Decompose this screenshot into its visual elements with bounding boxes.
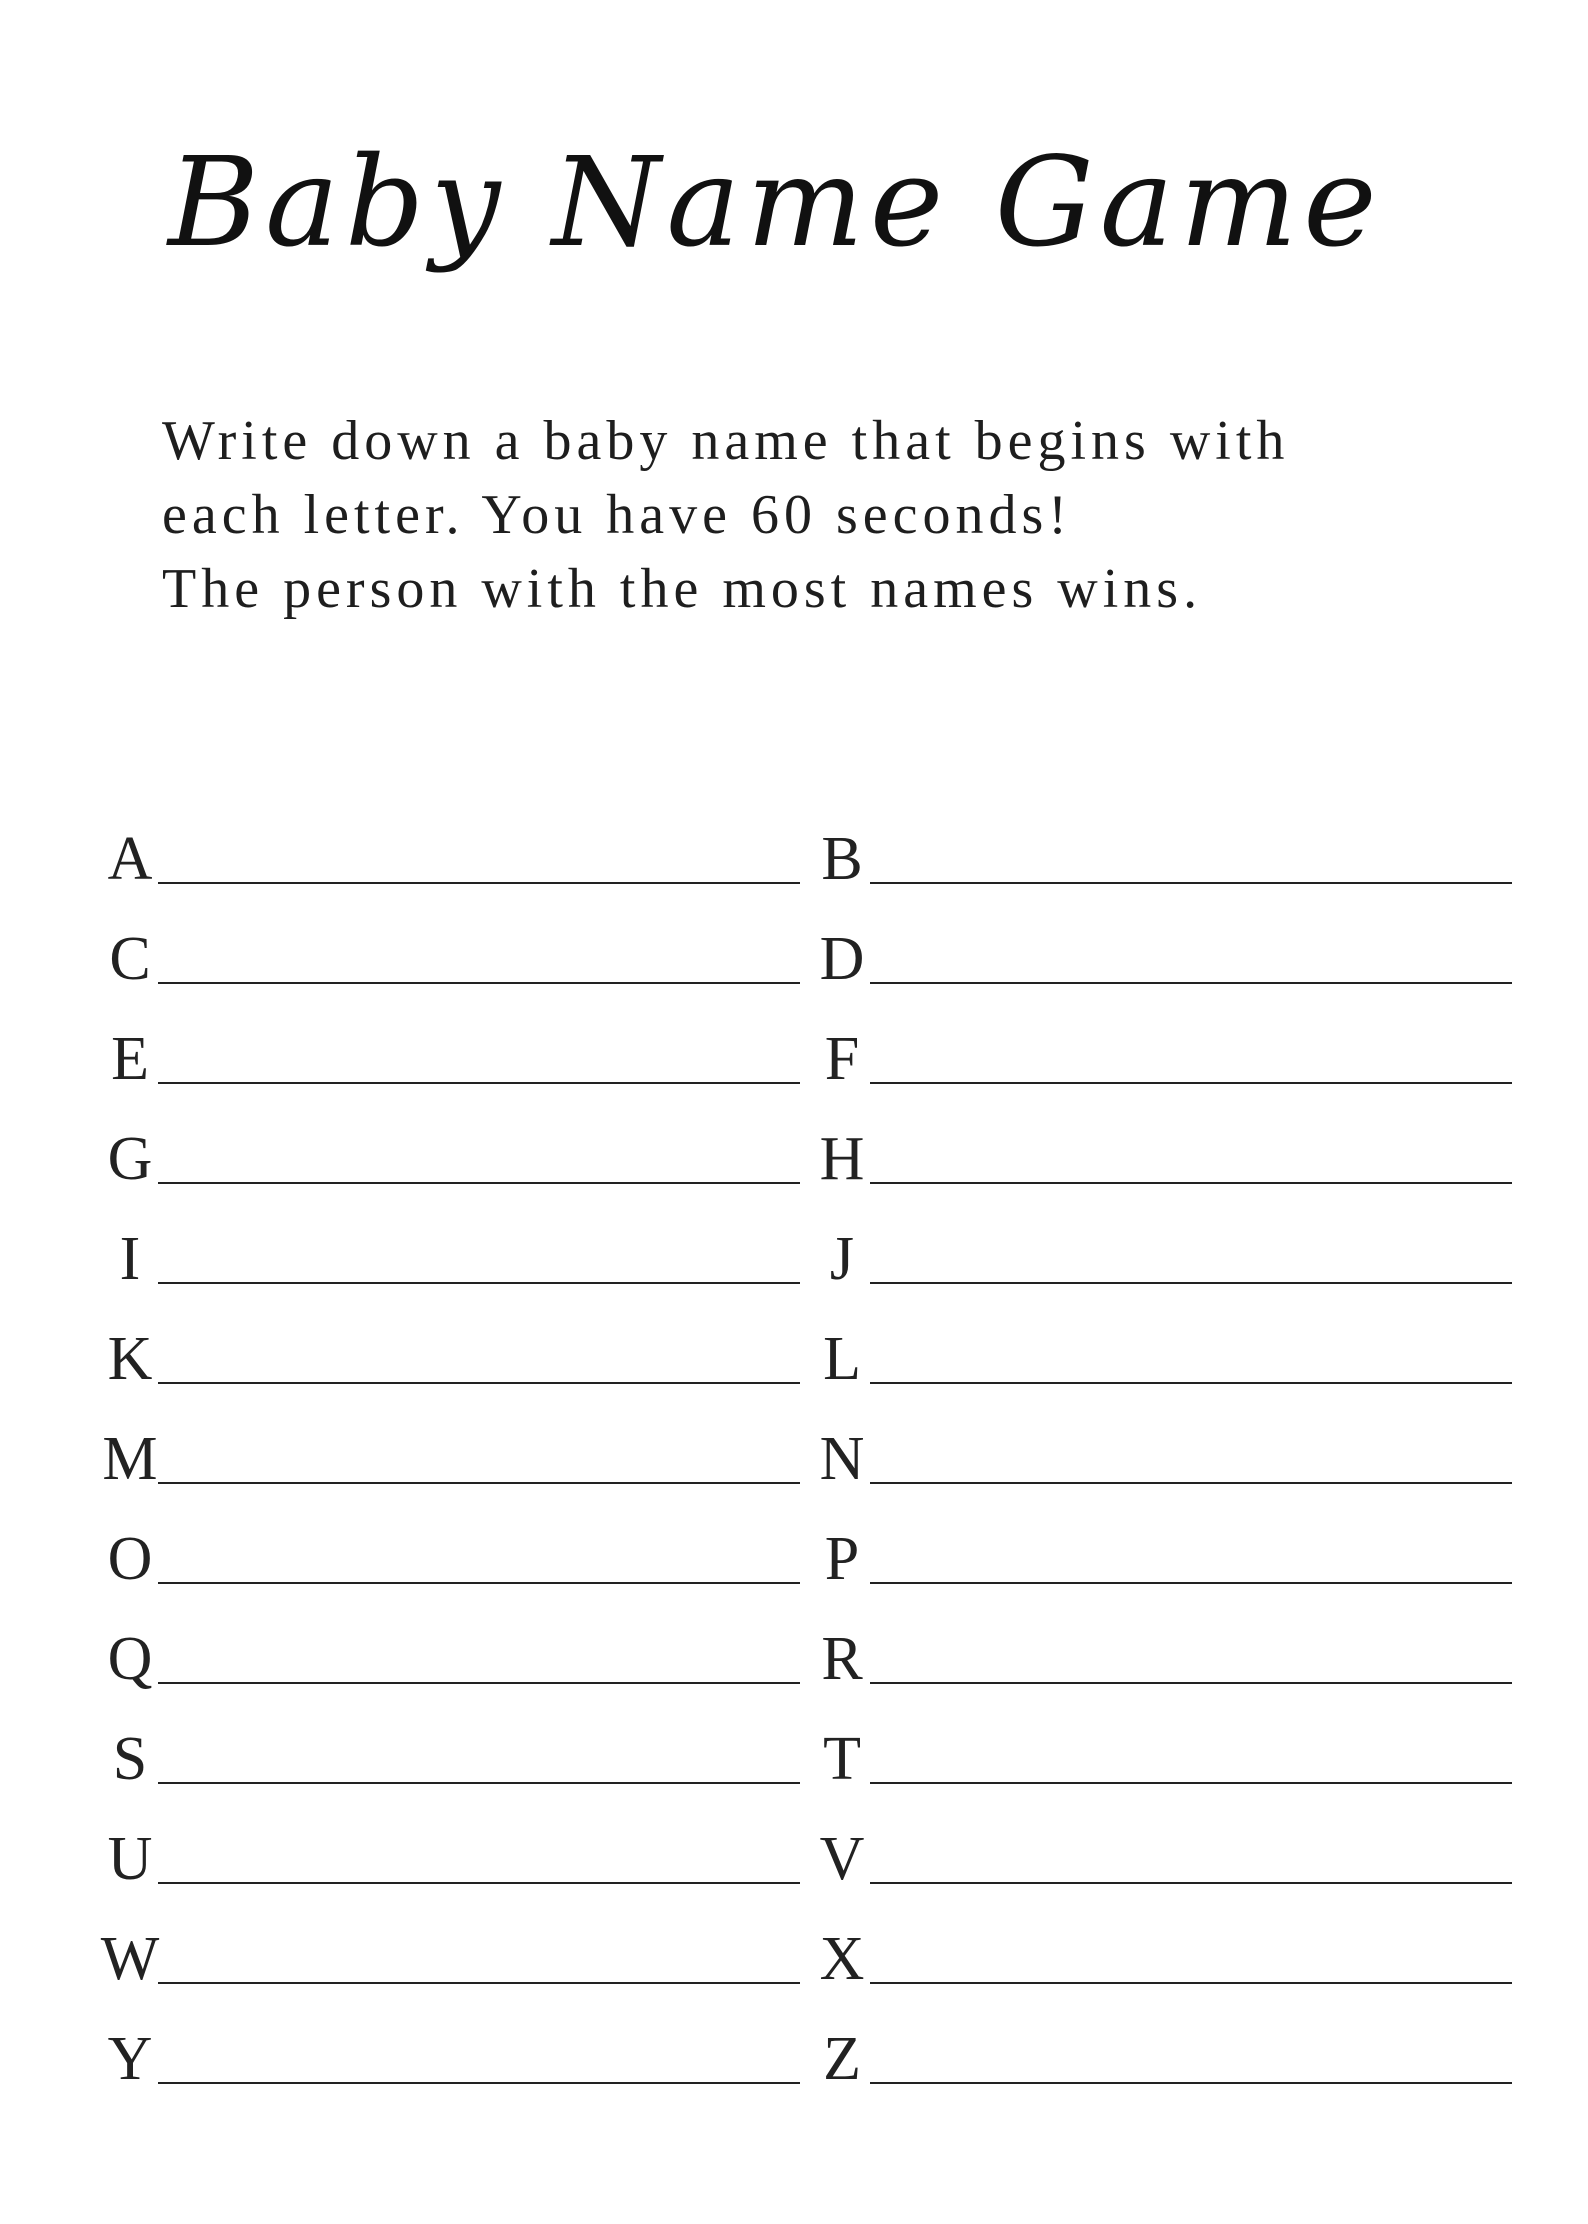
answer-line[interactable] [870,1982,1512,1984]
letter-label: S [112,1725,148,1793]
letter-label: U [107,1825,153,1893]
letter-label: E [111,1025,149,1093]
letter-row [100,1408,1520,1508]
answer-line[interactable] [158,882,800,884]
instructions-line: The person with the most names wins. [162,558,1203,620]
letter-label: Z [823,2025,861,2093]
letter-row [100,1908,1520,2008]
letter-entry[interactable] [100,2008,800,2108]
letter-entry[interactable] [812,908,1512,1008]
answer-line[interactable] [870,1782,1512,1784]
answer-line[interactable] [158,1382,800,1384]
letter-row [100,1508,1520,1608]
letter-entry[interactable] [812,1008,1512,1108]
letter-entry[interactable] [812,1508,1512,1608]
letter-label: A [107,825,153,893]
letter-entry[interactable] [812,1308,1512,1408]
letter-entry[interactable] [100,908,800,1008]
letter-label: L [823,1325,861,1393]
letter-entry[interactable] [100,1108,800,1208]
letter-entry[interactable] [100,1008,800,1108]
instructions-line: each letter. You have 60 seconds! [162,484,1072,546]
letter-entry[interactable] [812,1608,1512,1708]
letter-entry[interactable] [100,1808,800,1908]
answer-line[interactable] [158,1682,800,1684]
letter-label: W [100,1925,160,1993]
letter-entry[interactable] [812,1908,1512,2008]
letter-entry[interactable] [812,1408,1512,1508]
letter-label: G [107,1125,153,1193]
letter-label: C [109,925,151,993]
letter-row [100,1308,1520,1408]
letter-entry[interactable] [100,1208,800,1308]
answer-line[interactable] [158,982,800,984]
answer-line[interactable] [870,1182,1512,1184]
letter-entry[interactable] [812,1708,1512,1808]
letter-entry[interactable] [100,1408,800,1508]
letter-label: B [821,825,863,893]
letter-entry[interactable] [100,1908,800,2008]
letter-label: O [107,1525,153,1593]
answer-line[interactable] [870,1082,1512,1084]
letter-label: J [829,1225,855,1293]
answer-line[interactable] [870,1882,1512,1884]
letter-label: P [824,1525,860,1593]
letter-entry[interactable] [812,1108,1512,1208]
answer-line[interactable] [158,1082,800,1084]
letter-entry[interactable] [100,808,800,908]
letter-entry[interactable] [100,1308,800,1408]
answer-line[interactable] [158,1482,800,1484]
letter-entry[interactable] [100,1708,800,1808]
letter-label: H [819,1125,865,1193]
answer-line[interactable] [158,1882,800,1884]
letter-row [100,2008,1520,2108]
answer-line[interactable] [870,1382,1512,1384]
answer-line[interactable] [870,1582,1512,1584]
answer-line[interactable] [870,882,1512,884]
letter-row [100,808,1520,908]
answer-line[interactable] [158,1282,800,1284]
answer-line[interactable] [158,1982,800,1984]
letter-entry[interactable] [812,808,1512,908]
answer-line[interactable] [870,2082,1512,2084]
letter-entry[interactable] [100,1508,800,1608]
letter-entry[interactable] [812,1808,1512,1908]
answer-line[interactable] [158,2082,800,2084]
letter-label: F [824,1025,860,1093]
instructions [162,404,1362,626]
letter-label: I [119,1225,141,1293]
answer-line[interactable] [870,1682,1512,1684]
instructions-line: Write down a baby name that begins with [162,410,1290,472]
page-title: Baby Name Game [168,131,1383,276]
letter-entry[interactable] [812,1208,1512,1308]
answer-line[interactable] [870,1282,1512,1284]
letter-row [100,1808,1520,1908]
letter-grid [100,808,1520,2108]
letter-label: V [819,1825,865,1893]
letter-row [100,1208,1520,1308]
letter-label: Y [107,2025,153,2093]
letter-row [100,1608,1520,1708]
answer-line[interactable] [158,1582,800,1584]
letter-label: R [821,1625,863,1693]
answer-line[interactable] [158,1782,800,1784]
letter-entry[interactable] [100,1608,800,1708]
letter-row [100,908,1520,1008]
letter-label: N [819,1425,865,1493]
letter-row [100,1008,1520,1108]
answer-line[interactable] [158,1182,800,1184]
letter-row [100,1708,1520,1808]
letter-label: T [823,1725,861,1793]
letter-label: Q [107,1625,153,1693]
letter-row [100,1108,1520,1208]
answer-line[interactable] [870,1482,1512,1484]
letter-label: X [819,1925,865,1993]
letter-entry[interactable] [812,2008,1512,2108]
letter-label: K [107,1325,153,1393]
answer-line[interactable] [870,982,1512,984]
letter-label: D [819,925,865,993]
letter-label: M [102,1425,158,1493]
